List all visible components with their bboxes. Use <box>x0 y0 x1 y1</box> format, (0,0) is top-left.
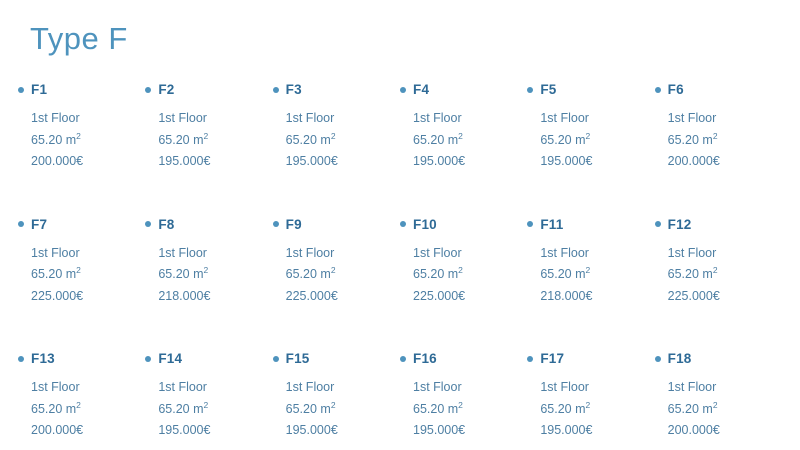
unit-area <box>540 130 654 152</box>
unit-area <box>286 130 400 152</box>
unit-price: 225.000€ <box>667 288 720 303</box>
unit-details <box>400 377 527 442</box>
unit-details <box>527 108 654 173</box>
bullet-dot-icon <box>18 87 24 93</box>
unit-floor: 1st Floor <box>540 111 589 126</box>
unit-area-value: 65.20 m <box>158 401 204 416</box>
unit-floor: 1st Floor <box>31 111 80 126</box>
unit-area-value: 65.20 m <box>667 132 713 147</box>
bullet-dot-icon <box>18 221 24 227</box>
unit-area-exponent: 2 <box>585 130 591 141</box>
unit-area <box>286 399 400 421</box>
unit-area <box>668 264 782 286</box>
unit-area-exponent: 2 <box>585 399 591 410</box>
unit-item[interactable] <box>145 351 272 442</box>
bullet-dot-icon <box>400 87 406 93</box>
unit-area-exponent: 2 <box>458 399 463 410</box>
unit-item[interactable] <box>655 82 782 173</box>
unit-floor: 1st Floor <box>413 111 462 126</box>
unit-area <box>158 399 272 421</box>
unit-item[interactable] <box>400 351 527 442</box>
unit-price: 225.000€ <box>31 288 84 303</box>
unit-price: 195.000€ <box>413 154 466 169</box>
unit-price: 218.000€ <box>540 288 593 303</box>
unit-area-value: 65.20 m <box>158 267 204 282</box>
unit-header <box>273 217 400 232</box>
unit-area <box>413 264 527 286</box>
unit-header <box>145 82 272 97</box>
unit-details <box>655 108 782 173</box>
unit-area-value: 65.20 m <box>413 132 459 147</box>
unit-item[interactable] <box>655 351 782 442</box>
unit-header <box>400 217 527 232</box>
unit-area-exponent: 2 <box>203 264 209 275</box>
unit-price: 195.000€ <box>285 423 338 438</box>
unit-area-value: 65.20 m <box>413 267 459 282</box>
bullet-dot-icon <box>527 221 533 227</box>
unit-floor: 1st Floor <box>31 245 80 260</box>
unit-code: F4 <box>413 82 430 98</box>
unit-floor: 1st Floor <box>413 380 462 395</box>
unit-area-exponent: 2 <box>712 264 718 275</box>
unit-header <box>18 217 145 232</box>
unit-code: F18 <box>667 351 692 367</box>
unit-area-exponent: 2 <box>585 264 591 275</box>
unit-item[interactable] <box>145 82 272 173</box>
unit-item[interactable] <box>145 217 272 308</box>
bullet-dot-icon <box>273 221 279 227</box>
unit-area-exponent: 2 <box>330 399 336 410</box>
unit-price: 195.000€ <box>158 423 211 438</box>
unit-header <box>527 217 654 232</box>
unit-area-exponent: 2 <box>76 399 81 410</box>
unit-item[interactable] <box>527 82 654 173</box>
unit-price: 200.000€ <box>667 154 720 169</box>
unit-header <box>655 351 782 366</box>
unit-area-exponent: 2 <box>76 130 81 141</box>
bullet-dot-icon <box>273 87 279 93</box>
unit-area <box>413 399 527 421</box>
unit-area-value: 65.20 m <box>540 401 586 416</box>
unit-code: F17 <box>540 351 565 367</box>
unit-header <box>400 82 527 97</box>
unit-area <box>31 399 145 421</box>
unit-area-exponent: 2 <box>330 264 336 275</box>
unit-area-value: 65.20 m <box>540 267 586 282</box>
unit-details <box>18 377 145 442</box>
unit-area <box>540 399 654 421</box>
unit-floor: 1st Floor <box>667 111 717 126</box>
unit-code: F8 <box>158 216 175 232</box>
unit-area-exponent: 2 <box>330 130 336 141</box>
unit-code: F7 <box>31 216 48 232</box>
unit-price: 225.000€ <box>285 288 338 303</box>
unit-floor: 1st Floor <box>158 380 207 395</box>
unit-code: F11 <box>540 216 564 232</box>
unit-price: 195.000€ <box>540 154 593 169</box>
unit-header <box>18 351 145 366</box>
unit-code: F9 <box>285 216 302 232</box>
unit-area-value: 65.20 m <box>540 132 586 147</box>
unit-area <box>31 264 145 286</box>
bullet-dot-icon <box>655 221 661 227</box>
page-title: Type F <box>30 21 128 56</box>
unit-details <box>527 243 654 308</box>
unit-code: F3 <box>285 82 302 98</box>
unit-floor: 1st Floor <box>667 245 717 260</box>
unit-price: 200.000€ <box>667 423 720 438</box>
unit-area-value: 65.20 m <box>31 132 77 147</box>
unit-details <box>273 243 400 308</box>
unit-area-exponent: 2 <box>458 130 463 141</box>
unit-area-value: 65.20 m <box>667 401 713 416</box>
unit-floor: 1st Floor <box>540 380 589 395</box>
unit-item[interactable] <box>527 217 654 308</box>
unit-item[interactable] <box>18 82 145 173</box>
unit-area-value: 65.20 m <box>413 401 459 416</box>
unit-grid <box>18 82 782 442</box>
unit-details <box>655 377 782 442</box>
unit-details <box>400 243 527 308</box>
unit-price: 195.000€ <box>285 154 338 169</box>
unit-header <box>527 351 654 366</box>
unit-header <box>655 82 782 97</box>
bullet-dot-icon <box>273 356 279 362</box>
unit-area <box>158 130 272 152</box>
unit-code: F2 <box>158 82 175 98</box>
unit-item[interactable] <box>18 217 145 308</box>
unit-item[interactable] <box>18 351 145 442</box>
unit-floor: 1st Floor <box>285 111 335 126</box>
bullet-dot-icon <box>527 87 533 93</box>
unit-area-value: 65.20 m <box>667 267 713 282</box>
unit-area-value: 65.20 m <box>31 401 77 416</box>
bullet-dot-icon <box>145 221 151 227</box>
unit-price: 218.000€ <box>158 288 211 303</box>
unit-area <box>668 399 782 421</box>
unit-price: 225.000€ <box>413 288 466 303</box>
unit-floor: 1st Floor <box>667 380 717 395</box>
unit-item[interactable] <box>273 82 400 173</box>
unit-area-exponent: 2 <box>203 130 209 141</box>
unit-header <box>655 217 782 232</box>
unit-floor: 1st Floor <box>158 111 207 126</box>
bullet-dot-icon <box>400 221 406 227</box>
unit-area <box>31 130 145 152</box>
bullet-dot-icon <box>145 87 151 93</box>
unit-floor: 1st Floor <box>285 245 335 260</box>
unit-price: 195.000€ <box>158 154 211 169</box>
unit-header <box>273 351 400 366</box>
unit-item[interactable] <box>400 217 527 308</box>
unit-details <box>145 377 272 442</box>
unit-code: F1 <box>31 82 48 98</box>
unit-header <box>273 82 400 97</box>
bullet-dot-icon <box>655 356 661 362</box>
unit-floor: 1st Floor <box>158 245 207 260</box>
unit-area <box>158 264 272 286</box>
unit-header <box>400 351 527 366</box>
unit-details <box>18 108 145 173</box>
unit-code: F12 <box>667 216 692 232</box>
unit-code: F10 <box>413 216 437 232</box>
unit-details <box>273 377 400 442</box>
unit-area-value: 65.20 m <box>285 401 331 416</box>
bullet-dot-icon <box>655 87 661 93</box>
unit-details <box>18 243 145 308</box>
unit-code: F15 <box>285 351 310 367</box>
unit-area <box>286 264 400 286</box>
unit-header <box>145 351 272 366</box>
unit-area-exponent: 2 <box>712 130 718 141</box>
unit-code: F14 <box>158 351 183 367</box>
unit-details <box>273 108 400 173</box>
unit-item[interactable] <box>400 82 527 173</box>
unit-area-value: 65.20 m <box>285 132 331 147</box>
unit-item[interactable] <box>273 351 400 442</box>
unit-details <box>527 377 654 442</box>
unit-details <box>400 108 527 173</box>
unit-details <box>655 243 782 308</box>
bullet-dot-icon <box>527 356 533 362</box>
unit-area <box>540 264 654 286</box>
unit-floor: 1st Floor <box>540 245 589 260</box>
unit-code: F5 <box>540 82 557 98</box>
unit-area <box>668 130 782 152</box>
unit-price: 200.000€ <box>31 154 84 169</box>
bullet-dot-icon <box>400 356 406 362</box>
unit-item[interactable] <box>273 217 400 308</box>
unit-details <box>145 243 272 308</box>
unit-floor: 1st Floor <box>413 245 462 260</box>
unit-price: 195.000€ <box>413 423 466 438</box>
unit-area-exponent: 2 <box>203 399 209 410</box>
unit-area-exponent: 2 <box>76 264 81 275</box>
unit-area <box>413 130 527 152</box>
unit-header <box>145 217 272 232</box>
unit-area-value: 65.20 m <box>31 267 77 282</box>
unit-header <box>18 82 145 97</box>
bullet-dot-icon <box>145 356 151 362</box>
unit-floor: 1st Floor <box>285 380 335 395</box>
unit-code: F6 <box>667 82 684 98</box>
unit-item[interactable] <box>655 217 782 308</box>
unit-area-value: 65.20 m <box>285 267 331 282</box>
bullet-dot-icon <box>18 356 24 362</box>
unit-floor: 1st Floor <box>31 380 80 395</box>
unit-code: F16 <box>413 351 437 367</box>
unit-area-exponent: 2 <box>458 264 463 275</box>
unit-header <box>527 82 654 97</box>
unit-price: 195.000€ <box>540 423 593 438</box>
unit-area-exponent: 2 <box>712 399 718 410</box>
unit-details <box>145 108 272 173</box>
unit-price: 200.000€ <box>31 423 84 438</box>
unit-item[interactable] <box>527 351 654 442</box>
unit-area-value: 65.20 m <box>158 132 204 147</box>
unit-code: F13 <box>31 351 55 367</box>
